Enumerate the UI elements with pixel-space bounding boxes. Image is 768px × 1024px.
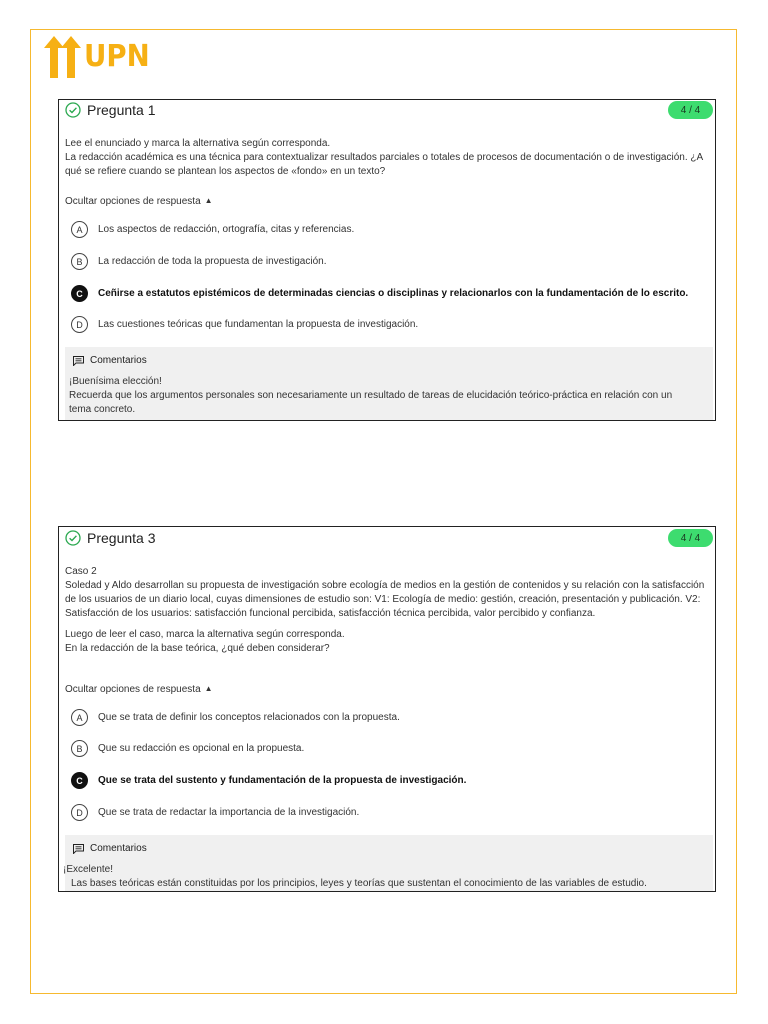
comments-label: Comentarios [90,355,147,366]
check-circle-icon [65,102,81,118]
option-letter: C [71,772,88,789]
comments-panel [65,347,713,420]
check-circle-icon [65,530,81,546]
comments-header [73,843,147,854]
option-text: Que se trata de definir los conceptos relacionados con la propuesta. [98,712,400,723]
question-title: Pregunta 3 [87,530,156,546]
text-line: Luego de leer el caso, marca la alternativa según corresponda. [65,629,345,640]
text-line: Soledad y Aldo desarrollan su propuesta de investigación sobre ecología de medios en la gestión de contenidos y su relación con la satisfacción [65,580,705,591]
option-d[interactable] [71,804,359,821]
text-line: Satisfacción de los usuarios: satisfacción funcional percibida, satisfacción técnica percibida, valor percibido y confianza. [65,608,596,619]
option-c-selected[interactable] [71,285,688,302]
option-d[interactable] [71,316,418,333]
question-header [65,100,713,120]
option-a[interactable] [71,709,400,726]
option-letter: D [71,316,88,333]
comment-line: ¡Excelente! [63,864,114,875]
upn-arrows-icon [44,34,82,78]
question-card-1 [58,99,716,421]
comment-text [69,375,707,417]
toggle-label: Ocultar opciones de respuesta [65,684,201,695]
option-text: Ceñirse a estatutos epistémicos de determinadas ciencias o disciplinas y relacionarlos con la fundamentación de lo escrito. [98,288,689,299]
option-text: Que se trata de redactar la importancia de la investigación. [98,807,360,818]
option-text: Que su redacción es opcional en la propuesta. [98,743,305,754]
option-text: La redacción de toda la propuesta de investigación. [98,256,327,267]
text-line: qué se refiere cuando se plantean los aspectos de «fondo» en un texto? [65,166,386,177]
comments-header [73,355,147,366]
text-line: de los usuarios de un diario local, cuyas dimensiones de estudio son: V1: Ecología de medio: gestión, creación, presentación y publicación. V2: [65,594,701,605]
text-line: Lee el enunciado y marca la alternativa según corresponda. [65,138,331,149]
option-letter: A [71,221,88,238]
comment-text [63,863,707,891]
toggle-label: Ocultar opciones de respuesta [65,196,201,207]
logo-text: UPN [84,38,150,74]
comments-panel [65,835,713,891]
chevron-up-icon: ▲ [204,196,213,205]
question-text [65,565,713,656]
text-line: En la redacción de la base teórica, ¿qué deben considerar? [65,643,330,654]
score-badge: 4 / 4 [668,529,713,547]
comment-line: Recuerda que los argumentos personales son necesariamente un resultado de tareas de elucidación teórico-práctica en relación con un [69,390,673,401]
option-a[interactable] [71,221,354,238]
upn-logo [44,34,155,78]
comment-line: ¡Buenísima elección! [69,376,162,387]
toggle-options-button[interactable] [65,684,213,695]
question-header [65,528,713,548]
option-letter: A [71,709,88,726]
question-title: Pregunta 1 [87,102,156,118]
comment-line: tema concreto. [69,404,136,415]
option-text: Los aspectos de redacción, ortografía, citas y referencias. [98,224,355,235]
comment-icon [73,356,84,366]
comments-label: Comentarios [90,843,147,854]
option-letter: C [71,285,88,302]
question-card-3 [58,526,716,892]
option-c-selected[interactable] [71,772,466,789]
text-line [65,621,713,628]
question-text [65,137,713,179]
option-letter: B [71,740,88,757]
chevron-up-icon: ▲ [204,684,213,693]
option-text: Las cuestiones teóricas que fundamentan la propuesta de investigación. [98,319,419,330]
comment-line: Las bases teóricas están constituidas por los principios, leyes y teorías que sustentan el conocimiento de las variables de estudio. [71,878,647,889]
score-badge: 4 / 4 [668,101,713,119]
option-b[interactable] [71,253,327,270]
text-line: La redacción académica es una técnica para contextualizar resultados parciales o totales de procesos de documentación o de investigación. ¿A [65,152,704,163]
option-letter: D [71,804,88,821]
option-text: Que se trata del sustento y fundamentación de la propuesta de investigación. [98,775,467,786]
toggle-options-button[interactable] [65,196,213,207]
text-line: Caso 2 [65,566,97,577]
comment-icon [73,844,84,854]
option-b[interactable] [71,740,304,757]
option-letter: B [71,253,88,270]
